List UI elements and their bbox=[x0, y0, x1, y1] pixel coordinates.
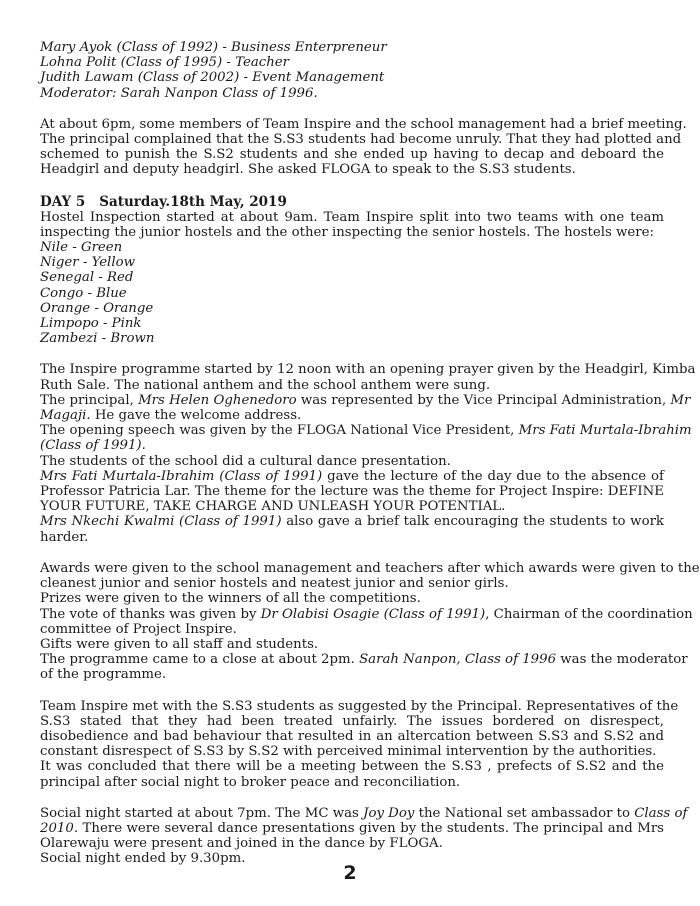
text-line: It was concluded that there will be a meeting between the S.S3 , prefects of S.S2 and the bbox=[40, 759, 664, 775]
text-line: inspecting the junior hostels and the other inspecting the senior hostels. The hostels were: bbox=[40, 224, 654, 240]
hostel-item: Nile - Green bbox=[40, 240, 123, 256]
text-line: 2010. There were several dance presentations given by the students. The principal and Mrs bbox=[40, 820, 664, 836]
hostel-item: Niger - Yellow bbox=[40, 255, 135, 271]
text-line: YOUR FUTURE, TAKE CHARGE AND UNLEASH YOUR POTENTIAL. bbox=[40, 499, 506, 515]
hostel-item: Zambezi - Brown bbox=[40, 331, 155, 347]
text-line: Ruth Sale. The national anthem and the school anthem were sung. bbox=[40, 377, 491, 393]
text-line: The principal, Mrs Helen Oghenedoro was represented by the Vice Principal Administration, Mr bbox=[40, 392, 691, 408]
text-line: constant disrespect of S.S3 by S.S2 with perceived minimal intervention by the authorities. bbox=[40, 744, 657, 760]
hostel-item: Limpopo - Pink bbox=[40, 316, 142, 332]
text-line: Social night ended by 9.30pm. bbox=[40, 851, 246, 867]
awards-paragraph bbox=[40, 560, 700, 683]
text-line: schemed to punish the S.S2 students and she ended up having to decap and deboard the bbox=[40, 147, 664, 163]
text-line: cleanest junior and senior hostels and neatest junior and senior girls. bbox=[40, 576, 509, 592]
text-line: S.S3 stated that they had been treated unfairly. The issues bordered on disrespect, bbox=[40, 713, 664, 729]
panelist-3: Judith Lawam (Class of 2002) - Event Management bbox=[40, 70, 385, 86]
text-line: Olarewaju were present and joined in the dance by FLOGA. bbox=[40, 836, 443, 852]
hostel-item: Congo - Blue bbox=[40, 285, 127, 301]
panelist-1: Mary Ayok (Class of 1992) - Business Enterpreneur bbox=[40, 40, 387, 55]
day5-heading bbox=[40, 194, 664, 210]
text-line: committee of Project Inspire. bbox=[40, 621, 237, 637]
day5-section bbox=[40, 194, 664, 347]
text-line: harder. bbox=[40, 529, 89, 545]
panel-list bbox=[40, 40, 664, 101]
text-line: disobedience and bad behaviour that resulted in an altercation between S.S3 and S.S2 and bbox=[40, 728, 664, 744]
text-line: The vote of thanks was given by Dr Olabisi Osagie (Class of 1991), Chairman of the coordination bbox=[40, 606, 693, 622]
text-line: Social night started at about 7pm. The MC was Joy Doy the National set ambassador to Class of bbox=[40, 805, 688, 821]
text-line: Team Inspire met with the S.S3 students as suggested by the Principal. Representatives of the bbox=[40, 698, 679, 714]
text-line: principal after social night to broker peace and reconciliation. bbox=[40, 774, 461, 790]
moderator: Moderator: Sarah Nanpon Class of 1996. bbox=[40, 85, 318, 101]
text-line: The principal complained that the S.S3 students had become unruly. That they had plotted and bbox=[40, 132, 682, 148]
day-label: DAY 5 bbox=[40, 193, 86, 210]
meeting-paragraph bbox=[40, 116, 687, 178]
text-line: of the programme. bbox=[40, 667, 167, 683]
text-line: (Class of 1991). bbox=[40, 438, 146, 454]
day-date: Saturday.18th May, 2019 bbox=[99, 193, 287, 210]
text-line: Awards were given to the school management and teachers after which awards were given to the bbox=[40, 560, 700, 576]
text-line: Hostel Inspection started at about 9am. Team Inspire split into two teams with one team bbox=[40, 209, 664, 225]
text-line: Mrs Fati Murtala-Ibrahim (Class of 1991) gave the lecture of the day due to the absence of bbox=[40, 468, 664, 484]
text-line: The Inspire programme started by 12 noon with an opening prayer given by the Headgirl, Kimba bbox=[40, 362, 696, 378]
text-line: Headgirl and deputy headgirl. She asked FLOGA to speak to the S.S3 students. bbox=[40, 162, 576, 178]
panelist-2: Lohna Polit (Class of 1995) - Teacher bbox=[40, 55, 290, 71]
text-line: Mrs Nkechi Kwalmi (Class of 1991) also gave a brief talk encouraging the students to work bbox=[40, 514, 664, 530]
page-number: 2 bbox=[343, 862, 357, 884]
text-line: Prizes were given to the winners of all the competitions. bbox=[40, 591, 421, 607]
hostel-item: Senegal - Red bbox=[40, 270, 134, 286]
social-paragraph bbox=[40, 805, 688, 867]
text-line: The programme came to a close at about 2pm. Sarah Nanpon, Class of 1996 was the moderator bbox=[40, 652, 688, 668]
text-line: The opening speech was given by the FLOGA National Vice President, Mrs Fati Murtala-Ibrahim bbox=[40, 423, 692, 439]
ss3-paragraph bbox=[40, 698, 679, 790]
text-line: At about 6pm, some members of Team Inspire and the school management had a brief meeting. bbox=[40, 116, 687, 132]
text-line: Gifts were given to all staff and students. bbox=[40, 636, 319, 652]
hostel-item: Orange - Orange bbox=[40, 300, 154, 316]
text-line: Professor Patricia Lar. The theme for the lecture was the theme for Project Inspire: DEFINE bbox=[40, 484, 664, 500]
text-line: Magaji. He gave the welcome address. bbox=[40, 408, 302, 424]
text-line: The students of the school did a cultural dance presentation. bbox=[40, 453, 451, 469]
programme-paragraph bbox=[40, 362, 696, 545]
